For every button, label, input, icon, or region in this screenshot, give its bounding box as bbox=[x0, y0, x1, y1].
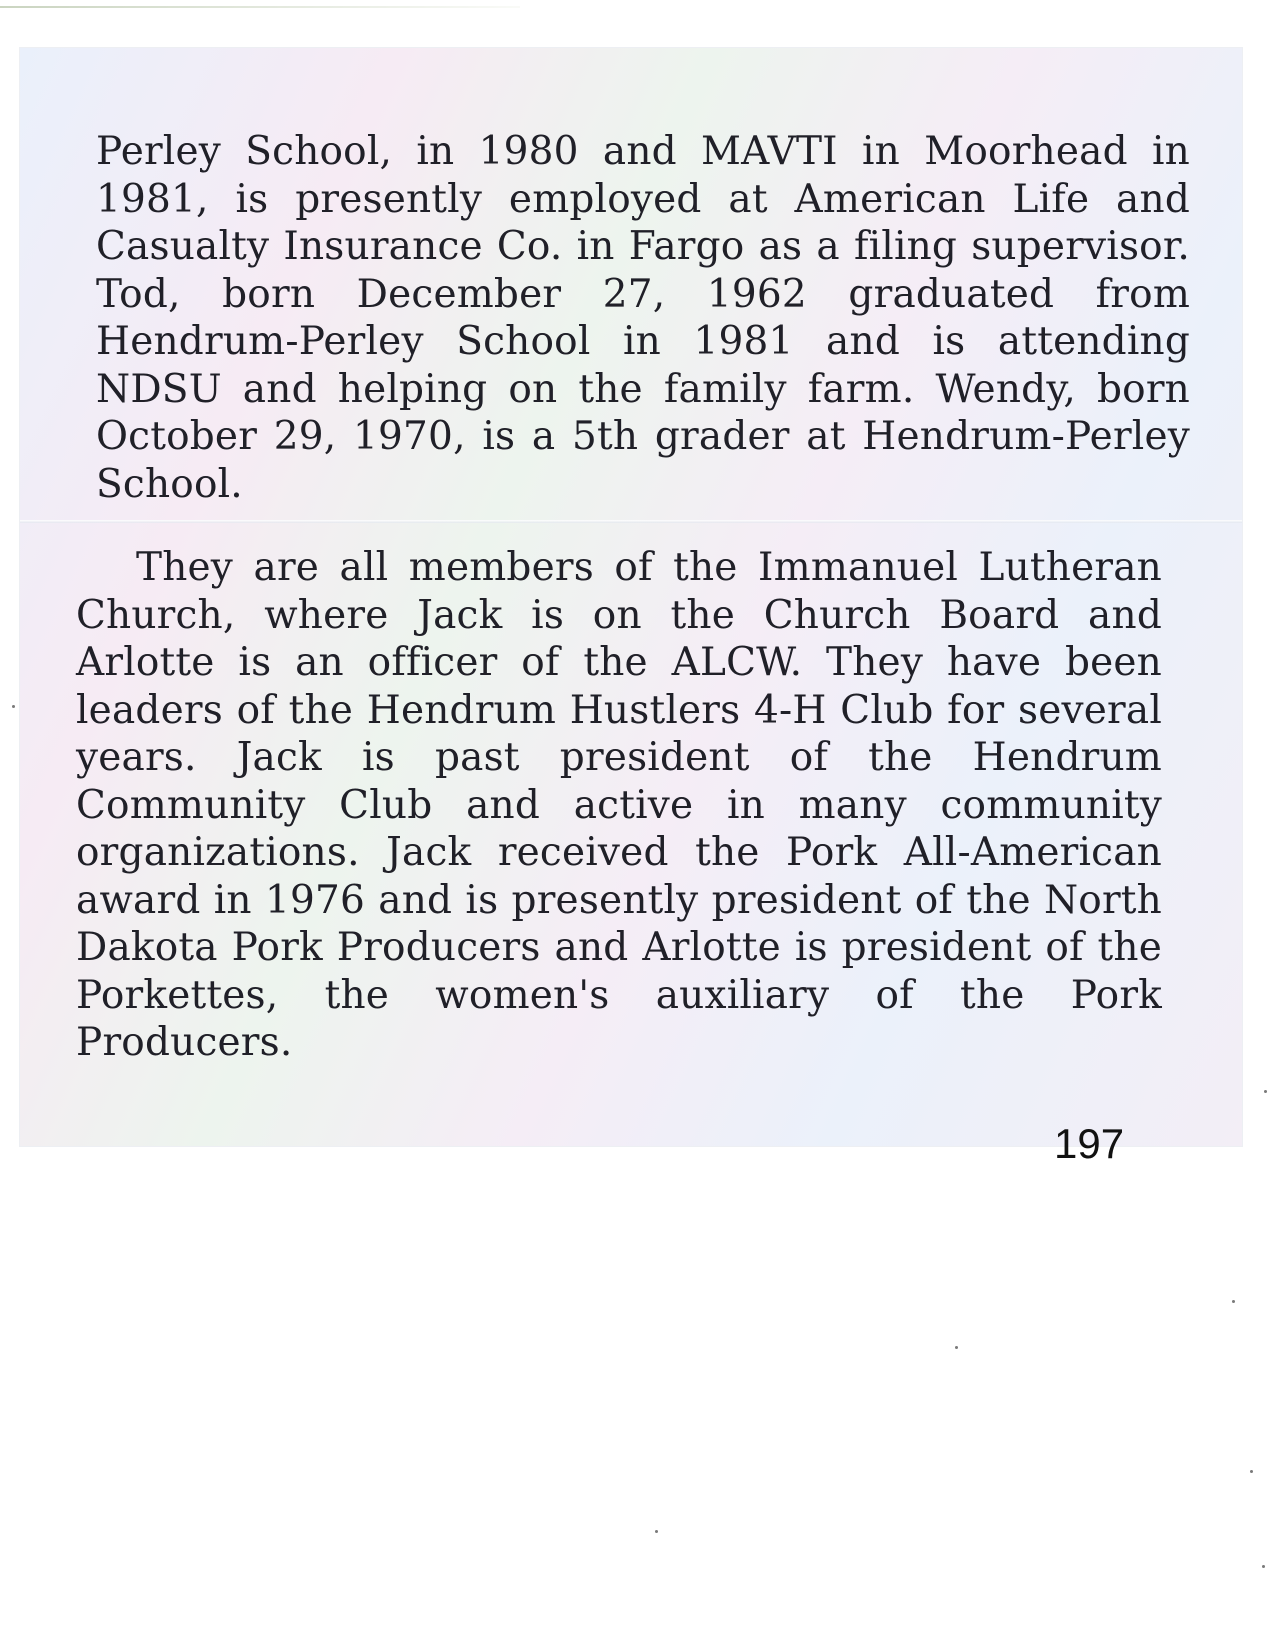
scan-speck bbox=[655, 1530, 658, 1533]
scan-speck bbox=[12, 705, 15, 708]
scan-speck bbox=[955, 1346, 958, 1349]
newspaper-clipping bbox=[20, 48, 1242, 1167]
scan-speck bbox=[1262, 1565, 1265, 1568]
paragraph-community-activities: They are all members of the Immanuel Lutheran Church, where Jack is on the Church Board and Arlotte is an officer of the ALCW. They have been leaders of the Hendrum Hustlers 4-H Club for several years. Jack is past president of the Hendrum Community Club and active in many community organizations. Jack received the Pork All-American award in 1976 and is presently president of the North Dakota Pork Producers and Arlotte is president of the Porkettes, the women's auxiliary of the Pork Producers. bbox=[76, 545, 1162, 1065]
scan-speck bbox=[1264, 1090, 1267, 1093]
scan-speck bbox=[1232, 1300, 1235, 1303]
scan-speck bbox=[1250, 1470, 1253, 1473]
page-number: 197 bbox=[1054, 1120, 1125, 1167]
clipping-lower-section bbox=[20, 520, 1242, 1146]
scan-edge-line bbox=[0, 6, 520, 8]
paragraph-family-education: Perley School, in 1980 and MAVTI in Moorhead in 1981, is presently employed at American Life and Casualty Insurance Co. in Fargo as a filing supervisor. Tod, born December 27, 1962 graduated from Hendrum-Perley School in 1981 and is attending NDSU and helping on the family farm. Wendy, born October 29, 1970, is a 5th grader at Hendrum-Perley School. bbox=[96, 129, 1190, 507]
clipping-upper-section bbox=[20, 48, 1242, 520]
